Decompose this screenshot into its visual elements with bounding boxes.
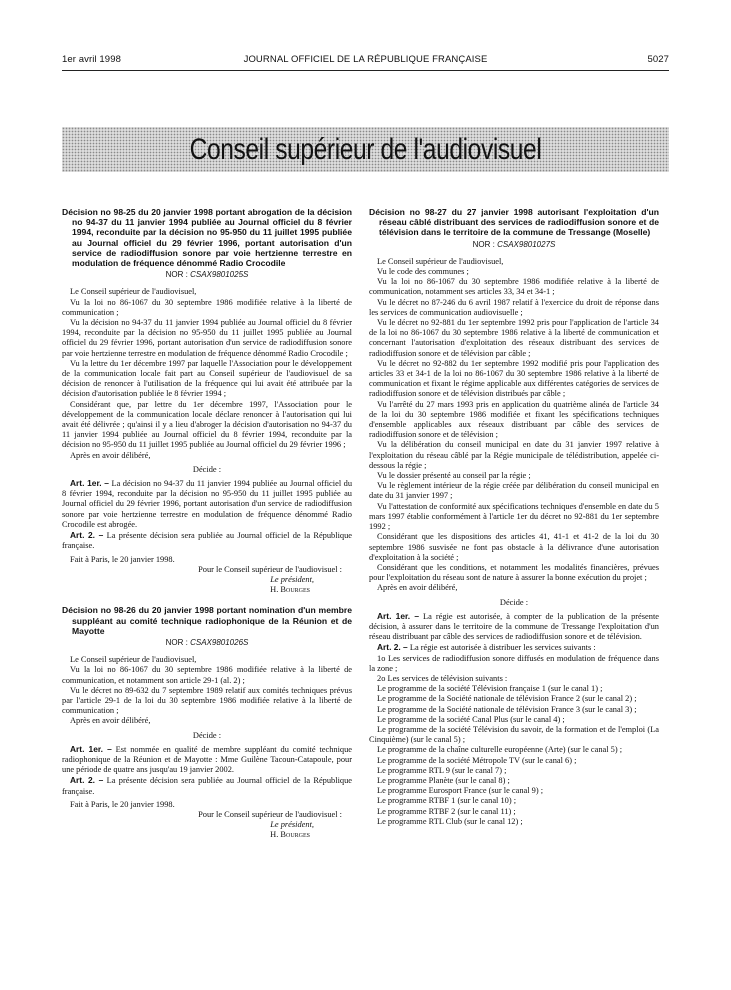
paragraph: Le Conseil supérieur de l'audiovisuel, — [70, 655, 197, 665]
list-item: Le programme de la société Métropole TV (sur le canal 6) ; — [377, 755, 577, 765]
article-1 — [369, 611, 659, 643]
decision-98-27 — [369, 207, 659, 827]
article-text: La régie est autorisée à distribuer les services suivants : — [409, 643, 596, 653]
nor-label: NOR : — [165, 270, 188, 280]
article-2 — [369, 642, 659, 653]
decision-title: Décision no 98-26 du 20 janvier 1998 portant nomination d'un membre suppléant au comité technique radiophonique de la Réunion et de Mayotte — [62, 605, 352, 636]
signature-name: H. Bourges — [270, 830, 310, 840]
paragraph: Considérant que, par lettre du 1er décembre 1997, l'Association pour le développement de la communication locale déclare renoncer à l'autorisation qui lui avait été délivrée ; qu'ainsi il y a lieu d'abroger la décision d'autorisation no 94-37 du 11 janvier 1994 publiée au Journal officiel du 8 février 1994, reconduite par la décision no 95-950 du 11 juillet 1995 publiée au Journal officiel du 29 février 1996 ; — [62, 399, 352, 450]
article-label: Art. 1er. – — [377, 610, 420, 621]
signature-block — [62, 565, 352, 596]
article-label: Art. 2. – — [70, 530, 104, 541]
decision-title: Décision no 98-27 du 27 janvier 1998 autorisant l'exploitation d'un réseau câblé distribuant des services de radiodiffusion sonore et de télévision dans le territoire de la commune de Tressange (Moselle) — [369, 207, 659, 238]
paragraph: Vu le dossier présenté au conseil par la régie ; — [377, 471, 531, 481]
right-column — [369, 207, 659, 827]
paragraph: Vu la loi no 86-1067 du 30 septembre 1986 modifiée relative à la liberté de communication ; — [62, 297, 352, 317]
article-text: La présente décision sera publiée au Journal officiel de la République française. — [62, 776, 352, 796]
article-2 — [62, 775, 352, 796]
header-rule — [62, 70, 669, 71]
article-1 — [62, 744, 352, 776]
paragraph: Après en avoir délibéré, — [377, 583, 458, 593]
list-item: Le programme Eurosport France (sur le canal 9) ; — [377, 786, 544, 796]
nor-code: CSAX9801026S — [190, 637, 249, 647]
list-item: Le programme RTL 9 (sur le canal 7) ; — [377, 765, 507, 775]
nor-label: NOR : — [165, 637, 188, 647]
header-date: 1er avril 1998 — [62, 54, 121, 65]
article-text: La décision no 94-37 du 11 janvier 1994 publiée au Journal officiel du 8 février 1994, reconduite par la décision no 95-950 du 11 juillet 1995 publiée au Journal officiel du 29 février 1996, portant autorisation d'un service de radiodiffusion sonore par voie hertzienne terrestre en modulation de fréquence dénommé Radio Crocodile est abrogée. — [62, 479, 353, 529]
article-label: Art. 2. – — [70, 775, 104, 786]
article-text: La régie est autorisée, à compter de la publication de la présente décision, à assurer dans le territoire de la commune de Tressange l'exploitation d'un réseau distribuant par câble des services de radiodiffusion sonore et de télévision. — [369, 611, 659, 642]
signature-name: H. Bourges — [270, 585, 310, 595]
paragraph: Après en avoir délibéré, — [70, 716, 151, 726]
article-text: La présente décision sera publiée au Journal officiel de la République française. — [62, 531, 352, 551]
article-text: Est nommée en qualité de membre suppléant du comité technique radiophonique de la Réunion et de Mayotte : Mme Guilène Tacoun-Catapoule, pour une période de quatre ans jusqu'au 19 janvier 2002. — [62, 744, 352, 775]
paragraph: Vu le règlement intérieur de la régie créée par délibération du conseil municipal en date du 31 janvier 1997 ; — [369, 481, 659, 501]
list-item: Le programme de la société Canal Plus (sur le canal 4) ; — [377, 714, 565, 724]
nor-reference — [62, 638, 352, 648]
paragraph: Vu la délibération du conseil municipal en date du 31 janvier 1997 relative à l'exploitation du réseau câblé par la Régie municipale de télédistribution, appelée ci-dessous la régie ; — [369, 440, 659, 470]
list-item: Le programme de la Société nationale de télévision France 3 (sur le canal 3) ; — [377, 704, 637, 714]
paragraph: Vu le décret no 92-881 du 1er septembre 1992 pris pour l'application de l'article 34 de la loi no 86-1067 du 30 septembre 1986 relative à la liberté de communication et concernant l'autorisation d'exploitation des réseaux distribuant des services de radiodiffusion sonore et de télévision par câble ; — [369, 318, 659, 358]
signature-block — [62, 810, 352, 841]
paragraph: Vu la loi no 86-1067 du 30 septembre 1986 modifiée relative à la liberté de communication, et notamment son article 29-1 (al. 2) ; — [62, 665, 352, 685]
date-place: Fait à Paris, le 20 janvier 1998. — [70, 799, 175, 809]
article-label: Art. 1er. – — [70, 743, 112, 754]
paragraph: Vu la loi no 86-1067 du 30 septembre 1986 modifiée relative à la liberté de communication, notamment ses articles 33, 34 et 34-1 ; — [369, 277, 659, 297]
decide-heading: Décide : — [192, 730, 222, 740]
paragraph: Après en avoir délibéré, — [70, 450, 151, 460]
list-item: 1o Les services de radiodiffusion sonore diffusés en modulation de fréquence dans la zone ; — [369, 653, 659, 673]
list-item: 2o Les services de télévision suivants : — [377, 673, 508, 683]
signature-line: Pour le Conseil supérieur de l'audiovisuel : — [198, 564, 342, 574]
paragraph: Vu le code des communes ; — [377, 267, 469, 277]
list-item: Le programme de la chaîne culturelle européenne (Arte) (sur le canal 5) ; — [377, 745, 623, 755]
decision-title: Décision no 98-25 du 20 janvier 1998 portant abrogation de la décision no 94-37 du 11 janvier 1994 publiée au Journal officiel du 8 février 1994, reconduite par la décision no 95-950 du 11 juillet 1995 publiée au Journal officiel du 29 février 1996, portant autorisation d'un service de radiodiffusion sonore par voie hertzienne terrestre en modulation de fréquence dénommé Radio Crocodile — [62, 207, 352, 269]
header-page-number: 5027 — [647, 54, 669, 65]
decide-heading: Décide : — [192, 464, 222, 474]
nor-label: NOR : — [472, 239, 495, 249]
signature-line: Pour le Conseil supérieur de l'audiovisuel : — [198, 809, 342, 819]
paragraph: Vu la décision no 94-37 du 11 janvier 1994 publiée au Journal officiel du 8 février 1994, reconduite par la décision no 95-950 du 11 juillet 1995 publiée au Journal officiel du 29 février 1996, portant autorisation d'un service de radiodiffusion sonore par voie hertzienne terrestre en modulation de fréquence dénommé Radio Crocodile ; — [62, 318, 352, 358]
article-2 — [62, 530, 352, 551]
list-item: Le programme de la société Télévision française 1 (sur le canal 1) ; — [377, 684, 603, 694]
list-item: Le programme Planète (sur le canal 8) ; — [377, 775, 510, 785]
paragraph: Vu la lettre du 1er décembre 1997 par laquelle l'Association pour le développement de la communication locale fait part au Conseil supérieur de l'audiovisuel de sa décision de renoncer à l'utilisation de la fréquence qui lui avait été attribuée par la décision d'autorisation publiée le 8 février 1994 ; — [62, 358, 352, 399]
signature-role: Le président, — [270, 574, 314, 584]
list-item: Le programme RTBF 2 (sur le canal 11) ; — [377, 806, 516, 816]
paragraph: Vu l'arrêté du 27 mars 1993 pris en application du quatrième alinéa de l'article 34 de la loi du 30 septembre 1986 modifiée et fixant les spécifications techniques d'ensemble applicables aux réseaux distribuant par câble des services de radiodiffusion sonore et de télévision ; — [369, 399, 659, 440]
nor-reference — [369, 240, 659, 250]
decision-98-26 — [62, 605, 352, 840]
nor-code: CSAX9801027S — [497, 239, 556, 249]
article-label: Art. 1er. – — [70, 478, 109, 489]
paragraph: Considérant que les conditions, et notamment les modalités financières, prévues pour l'exploitation du réseau sont de nature à assurer la bonne exécution du projet ; — [369, 562, 659, 583]
paragraph: Vu le décret no 89-632 du 7 septembre 1989 relatif aux comités techniques prévus par l'article 29-1 de la loi du 30 septembre 1986 modifiée relative à la liberté de communication ; — [62, 685, 352, 716]
header-journal-title: JOURNAL OFFICIEL DE LA RÉPUBLIQUE FRANÇAISE — [243, 54, 488, 65]
service-list — [369, 654, 659, 827]
date-place: Fait à Paris, le 20 janvier 1998. — [70, 554, 175, 564]
list-item: Le programme de la Société nationale de télévision France 2 (sur le canal 2) ; — [377, 694, 637, 704]
article-label: Art. 2. – — [377, 642, 408, 653]
signature-role: Le président, — [270, 820, 314, 830]
section-banner — [62, 127, 669, 172]
paragraph: Le Conseil supérieur de l'audiovisuel, — [70, 287, 197, 297]
section-title: Conseil supérieur de l'audiovisuel — [189, 132, 542, 166]
paragraph: Le Conseil supérieur de l'audiovisuel, — [377, 256, 504, 266]
list-item: Le programme RTBF 1 (sur le canal 10) ; — [377, 796, 517, 806]
paragraph: Vu l'attestation de conformité aux spécifications techniques d'ensemble en date du 5 mars 1997 établie conformément à l'article 1er du décret no 92-881 du 1er septembre 1992 ; — [369, 501, 659, 532]
paragraph: Considérant que les dispositions des articles 41, 41-1 et 41-2 de la loi du 30 septembre 1986 susvisée ne font pas obstacle à la délivrance d'une autorisation d'exploitation à la société ; — [369, 532, 659, 562]
decision-98-25 — [62, 207, 352, 595]
nor-reference — [62, 270, 352, 280]
page-header — [62, 54, 669, 70]
article-1 — [62, 478, 352, 530]
paragraph: Vu le décret no 92-882 du 1er septembre 1992 modifié pris pour l'application des articles 33 et 34-1 de la loi no 86-1067 du 30 septembre 1986 relative à la liberté de communication et fixant le régime applicable aux différentes catégories de services de radiodiffusion sonore et de télévision distribués par câble ; — [369, 358, 659, 399]
paragraph: Vu le décret no 87-246 du 6 avril 1987 relatif à l'exercice du droit de réponse dans les services de communication audiovisuelle ; — [369, 297, 659, 317]
decide-heading: Décide : — [499, 597, 529, 607]
left-column — [62, 207, 352, 841]
nor-code: CSAX9801025S — [190, 270, 249, 280]
list-item: Le programme RTL Club (sur le canal 12) ; — [377, 816, 523, 826]
list-item: Le programme de la société Télévision du savoir, de la formation et de l'emploi (La Cinquième) (sur le canal 5) ; — [369, 724, 659, 745]
